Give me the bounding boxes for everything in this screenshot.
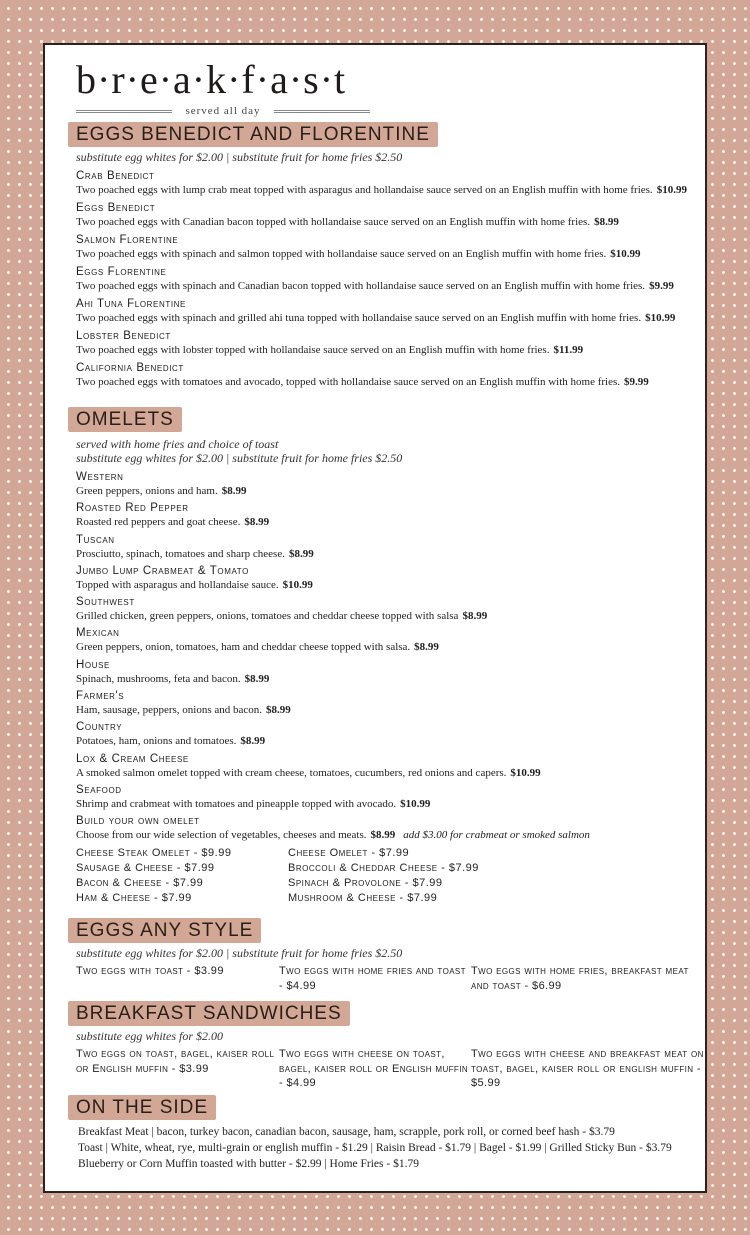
combo-item: Bacon & Cheese - $7.99 <box>76 876 204 889</box>
item-description <box>76 215 698 229</box>
section-note: substitute egg whites for $2.00 | substitute fruit for home fries $2.50 <box>76 451 403 465</box>
combo-item: Ham & Cheese - $7.99 <box>76 891 192 904</box>
menu-item <box>76 655 698 686</box>
menu-item: Two eggs with cheese on toast, bagel, kaiser roll or English muffin - $4.99 <box>279 1048 468 1089</box>
section-eggs-any-style <box>68 918 698 993</box>
item-name: Mexican <box>76 627 120 640</box>
section-on-the-side <box>68 1095 698 1172</box>
item-price: $10.99 <box>282 578 313 591</box>
item-price: $11.99 <box>553 344 584 356</box>
item-desc-text: Topped with asparagus and hollandaise sauce. <box>76 578 279 591</box>
item-desc-text: Green peppers, onion, tomatoes, ham and cheddar cheese topped with salsa. <box>76 641 411 654</box>
item-price: $10.99 <box>645 312 676 324</box>
menu-item <box>76 198 698 230</box>
menu-item <box>76 780 698 811</box>
menu-item: Two eggs with home fries, breakfast meat and toast - $6.99 <box>471 965 689 992</box>
item-description <box>76 547 698 561</box>
item-name: Salmon Florentine <box>76 234 179 246</box>
item-description <box>76 734 698 748</box>
item-price: $8.99 <box>244 672 270 685</box>
item-addon: add $3.00 for crabmeat or smoked salmon <box>403 829 590 842</box>
item-name: Western <box>76 471 124 483</box>
menu-item: Two eggs with toast - $3.99 <box>76 965 224 977</box>
item-description <box>76 640 698 654</box>
menu-item <box>76 623 698 654</box>
item-description <box>76 703 698 717</box>
section-heading: OMELETS <box>68 407 182 432</box>
menu-item <box>76 530 698 561</box>
menu-item <box>76 498 698 529</box>
item-price: $10.99 <box>510 766 541 779</box>
item-price: $8.99 <box>240 735 266 748</box>
section-note: substitute egg whites for $2.00 | substitute fruit for home fries $2.50 <box>76 946 403 960</box>
item-price: $8.99 <box>594 216 619 228</box>
item-desc-text: Two poached eggs with spinach and salmon topped with hollandaise sauce served on an English muffin with home fries. <box>76 248 607 260</box>
menu-item <box>76 166 698 198</box>
item-name: Jumbo Lump Crabmeat & Tomato <box>76 564 249 577</box>
section-heading: ON THE SIDE <box>68 1095 216 1120</box>
menu-item <box>76 592 698 623</box>
item-description <box>76 343 698 357</box>
menu-item: Two eggs on toast, bagel, kaiser roll or English muffin - $3.99 <box>76 1048 275 1075</box>
item-description <box>76 247 698 261</box>
item-description <box>76 609 698 623</box>
item-name: Crab Benedict <box>76 170 155 182</box>
item-name: Eggs Florentine <box>76 266 167 278</box>
item-price: $10.99 <box>400 797 431 810</box>
combo-item: Broccoli & Cheddar Cheese - $7.99 <box>288 861 479 874</box>
item-price: $8.99 <box>221 485 247 497</box>
item-description <box>76 183 698 197</box>
item-description <box>76 672 698 686</box>
item-description <box>76 797 698 811</box>
side-line: Toast | White, wheat, rye, multi-grain or english muffin - $1.29 | Raisin Bread - $1.79 | Bagel - $1.99 | Grilled Sticky Bun - $3.79 <box>78 1142 672 1154</box>
item-price: $8.99 <box>244 516 270 529</box>
item-price: $8.99 <box>370 829 396 842</box>
section-eggs-benedict <box>68 122 698 390</box>
item-desc-text: A smoked salmon omelet topped with cream cheese, tomatoes, cucumbers, red onions and capers. <box>76 766 507 779</box>
menu-item <box>76 294 698 326</box>
section-breakfast-sandwiches <box>68 1001 704 1091</box>
item-desc-text: Ham, sausage, peppers, onions and bacon. <box>76 704 263 717</box>
menu-subtitle: served all day <box>76 105 370 118</box>
item-price: $8.99 <box>414 641 439 654</box>
item-desc-text: Two poached eggs with spinach and Canadian bacon topped with hollandaise sauce served on an English muffin with home fries. <box>76 280 646 292</box>
menu-title: b·r·e·a·k·f·a·s·t <box>76 57 347 102</box>
menu-item <box>76 262 698 294</box>
item-name: Tuscan <box>76 533 115 546</box>
item-desc-text: Two poached eggs with lump crab meat topped with asparagus and hollandaise sauce served on an English muffin with home fries. <box>76 184 653 196</box>
item-desc-text: Two poached eggs with tomatoes and avocado, topped with hollandaise sauce served on an English muffin with home fries. <box>76 376 621 388</box>
item-name: Lox & Cream Cheese <box>76 752 189 765</box>
side-line: Breakfast Meat | bacon, turkey bacon, canadian bacon, sausage, ham, scrapple, pork roll, or corned beef hash - $3.79 <box>78 1126 615 1138</box>
combo-item: Mushroom & Cheese - $7.99 <box>288 891 438 904</box>
item-description <box>76 578 698 592</box>
section-omelets <box>68 407 698 905</box>
item-description <box>76 279 698 293</box>
menu-item <box>76 561 698 592</box>
item-desc-text: Choose from our wide selection of vegetables, cheeses and meats. <box>76 829 367 842</box>
item-name: Eggs Benedict <box>76 202 156 214</box>
item-description <box>76 515 698 529</box>
menu-item <box>76 230 698 262</box>
item-description <box>76 828 698 842</box>
item-desc-text: Two poached eggs with lobster topped with hollandaise sauce served on an English muffin with home fries. <box>76 344 550 356</box>
item-desc-text: Grilled chicken, green peppers, onions, tomatoes and cheddar cheese topped with salsa <box>76 610 459 623</box>
item-name: House <box>76 658 110 671</box>
menu-item: Two eggs with cheese and breakfast meat on toast, bagel, kaiser roll or english muffin - $5.99 <box>471 1048 704 1089</box>
item-name: California Benedict <box>76 362 184 374</box>
menu-item <box>76 467 698 498</box>
item-desc-text: Shrimp and crabmeat with tomatoes and pineapple topped with avocado. <box>76 797 397 810</box>
item-desc-text: Prosciutto, spinach, tomatoes and sharp cheese. <box>76 547 285 560</box>
item-description <box>76 375 698 389</box>
section-heading: EGGS ANY STYLE <box>68 918 261 943</box>
item-description <box>76 484 698 498</box>
menu-item <box>76 811 698 842</box>
item-price: $10.99 <box>610 248 641 260</box>
item-name: Farmer's <box>76 690 125 703</box>
item-price: $8.99 <box>266 704 291 717</box>
item-name: Build your own omelet <box>76 815 200 828</box>
menu-item <box>76 358 698 390</box>
menu-item <box>76 717 698 748</box>
item-price: $8.99 <box>288 547 314 560</box>
item-name: Roasted Red Pepper <box>76 502 189 515</box>
item-description <box>76 311 698 325</box>
item-name: Country <box>76 721 123 734</box>
item-name: Southwest <box>76 596 135 609</box>
section-note: served with home fries and choice of toast <box>76 437 279 451</box>
combo-item: Spinach & Provolone - $7.99 <box>288 876 443 889</box>
item-desc-text: Two poached eggs with Canadian bacon topped with hollandaise sauce served on an English muffin with home fries. <box>76 216 591 228</box>
combo-item: Cheese Omelet - $7.99 <box>288 846 410 859</box>
omelet-combos <box>76 846 698 905</box>
item-description <box>76 766 698 780</box>
section-heading: BREAKFAST SANDWICHES <box>68 1001 350 1026</box>
item-desc-text: Green peppers, onions and ham. <box>76 485 218 497</box>
item-price: $9.99 <box>624 376 649 388</box>
item-price: $10.99 <box>656 184 687 196</box>
item-name: Ahi Tuna Florentine <box>76 298 186 310</box>
section-heading: EGGS BENEDICT AND FLORENTINE <box>68 122 438 147</box>
item-desc-text: Spinach, mushrooms, feta and bacon. <box>76 672 241 685</box>
menu-item: Two eggs with home fries and toast - $4.99 <box>279 965 466 992</box>
item-desc-text: Potatoes, ham, onions and tomatoes. <box>76 735 237 748</box>
section-note: substitute egg whites for $2.00 | substitute fruit for home fries $2.50 <box>76 150 403 164</box>
item-desc-text: Two poached eggs with spinach and grilled ahi tuna topped with hollandaise sauce served on an English muffin with home fries. <box>76 312 642 324</box>
menu-item <box>76 326 698 358</box>
item-name: Lobster Benedict <box>76 330 171 342</box>
item-price: $9.99 <box>649 280 674 292</box>
item-name: Seafood <box>76 783 122 796</box>
item-desc-text: Roasted red peppers and goat cheese. <box>76 516 241 529</box>
item-price: $8.99 <box>462 610 488 623</box>
menu-item <box>76 749 698 780</box>
side-line: Blueberry or Corn Muffin toasted with butter - $2.99 | Home Fries - $1.79 <box>78 1158 419 1170</box>
section-note: substitute egg whites for $2.00 <box>76 1029 223 1043</box>
combo-item: Cheese Steak Omelet - $9.99 <box>76 846 232 859</box>
combo-item: Sausage & Cheese - $7.99 <box>76 861 215 874</box>
menu-item <box>76 686 698 717</box>
